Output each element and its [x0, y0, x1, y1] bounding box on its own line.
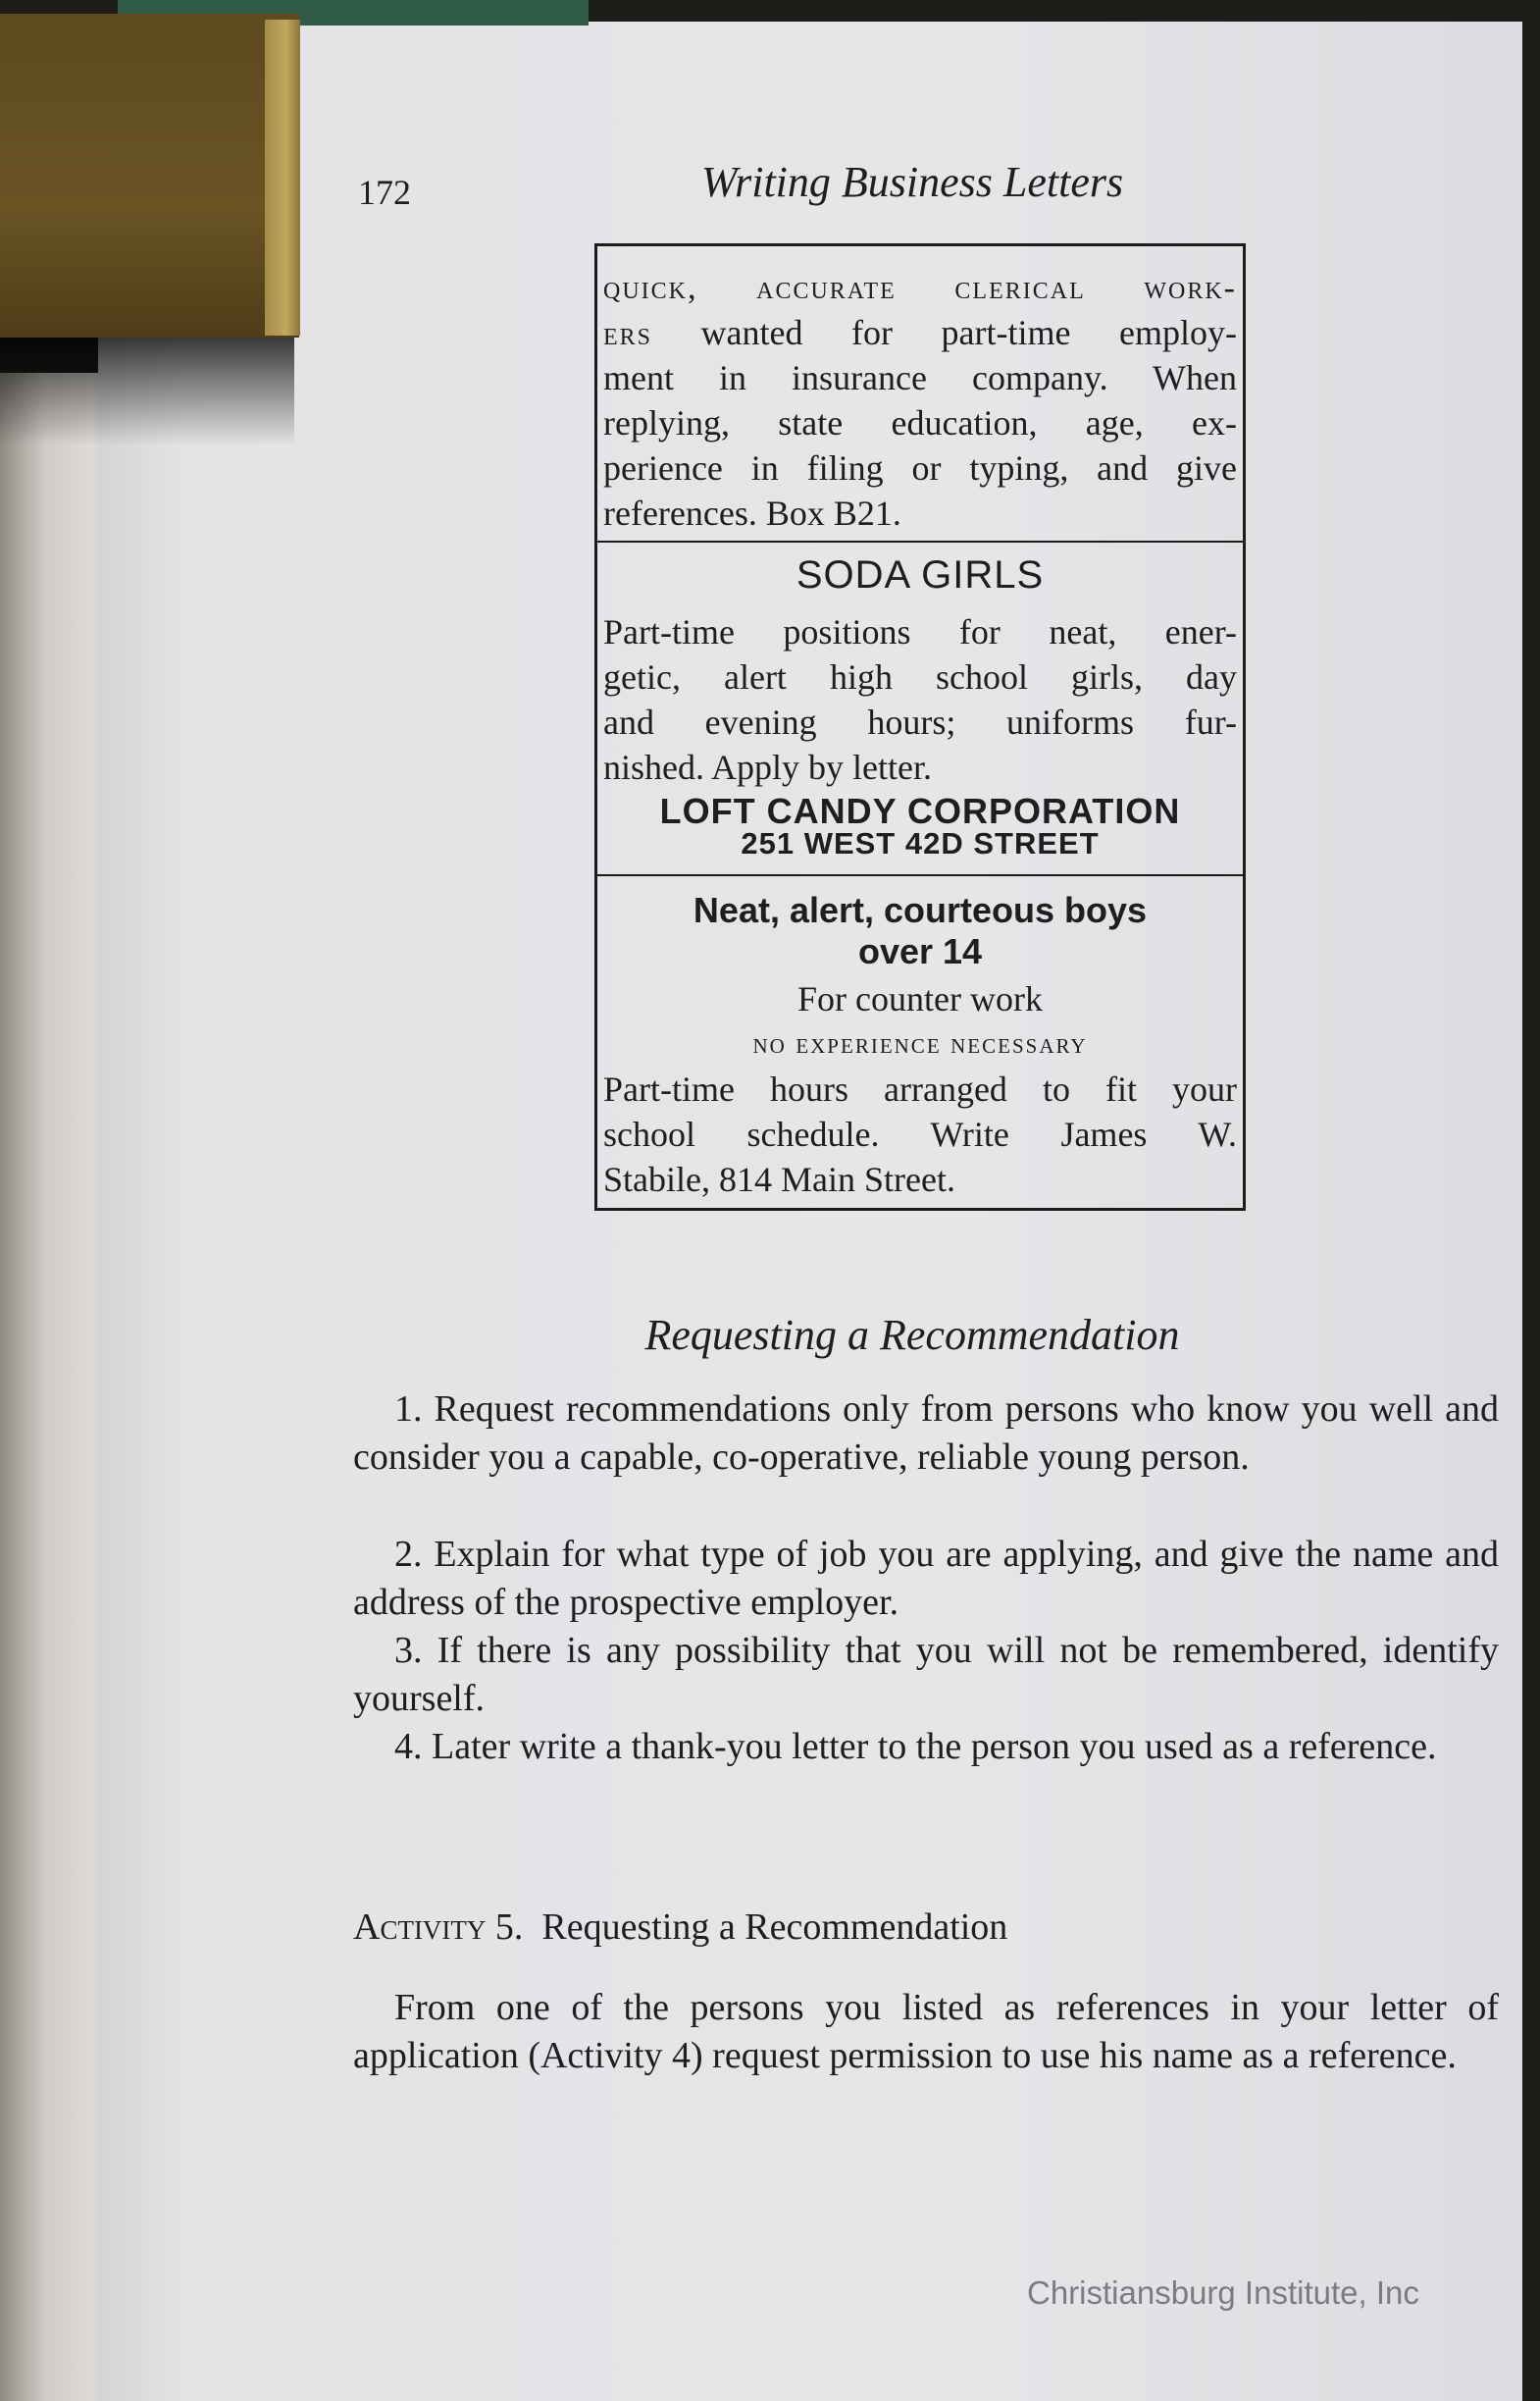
section-title: Requesting a Recommendation — [644, 1311, 1180, 1359]
ad1-line: perience in filing or typing, and give — [603, 448, 1237, 488]
running-title: Writing Business Letters — [700, 158, 1124, 206]
ad3-subheading: For counter work — [797, 979, 1043, 1018]
watermark: Christiansburg Institute, Inc — [1027, 2274, 1419, 2311]
ad-divider — [597, 541, 1243, 543]
ad3-notice: no experience necessary — [752, 1027, 1088, 1060]
ad2-address: 251 WEST 42D STREET — [741, 826, 1100, 861]
guideline-item: 1. Request recommendations only from persons who know you well and consider you a capable, co-operative, reliable young person. — [353, 1388, 1499, 1478]
ad1-line: ment in insurance company. When — [603, 358, 1237, 397]
activity-title: Requesting a Recommendation — [541, 1906, 1008, 1948]
ad2-line: nished. Apply by letter. — [603, 748, 932, 787]
ad3-line: school schedule. Write James W. — [603, 1115, 1237, 1154]
activity-label: Activity 5. — [353, 1906, 524, 1948]
ad-divider — [597, 874, 1243, 876]
ad3-line: Stabile, 814 Main Street. — [603, 1160, 955, 1199]
ad1-line: quick, accurate clerical work- — [603, 270, 1237, 306]
ad1-line: replying, state education, age, ex- — [603, 403, 1237, 443]
guideline-item: 2. Explain for what type of job you are applying, and give the name and address of the prospective employer. — [353, 1534, 1499, 1623]
bookmark-shadow — [0, 338, 294, 445]
guideline-item: 3. If there is any possibility that you will not be remembered, identify yourself. — [353, 1630, 1499, 1719]
ad2-company: LOFT CANDY CORPORATION — [659, 791, 1181, 831]
page-number: 172 — [358, 173, 411, 212]
ad2-title: SODA GIRLS — [796, 553, 1045, 597]
ad3-line: Part-time hours arranged to fit your — [603, 1070, 1237, 1109]
guideline-item: 4. Later write a thank-you letter to the person you used as a reference. — [394, 1726, 1437, 1767]
ad3-heading: Neat, alert, courteous boys — [693, 890, 1148, 930]
ad2-line: getic, alert high school girls, day — [603, 657, 1237, 697]
ad2-line: Part-time positions for neat, ener- — [603, 612, 1237, 652]
activity-text: From one of the persons you listed as references in your letter of application (Activity 4) request permission to use his name as a reference. — [353, 1987, 1499, 2076]
activity-heading — [353, 1905, 1007, 1949]
ad1-line: ers wanted for part-time employ- — [603, 313, 1237, 352]
ad3-heading: over 14 — [857, 931, 983, 971]
ad2-line: and evening hours; uniforms fur- — [603, 703, 1237, 742]
classified-ads-box — [594, 243, 1246, 1211]
ad1-line: references. Box B21. — [603, 494, 901, 533]
